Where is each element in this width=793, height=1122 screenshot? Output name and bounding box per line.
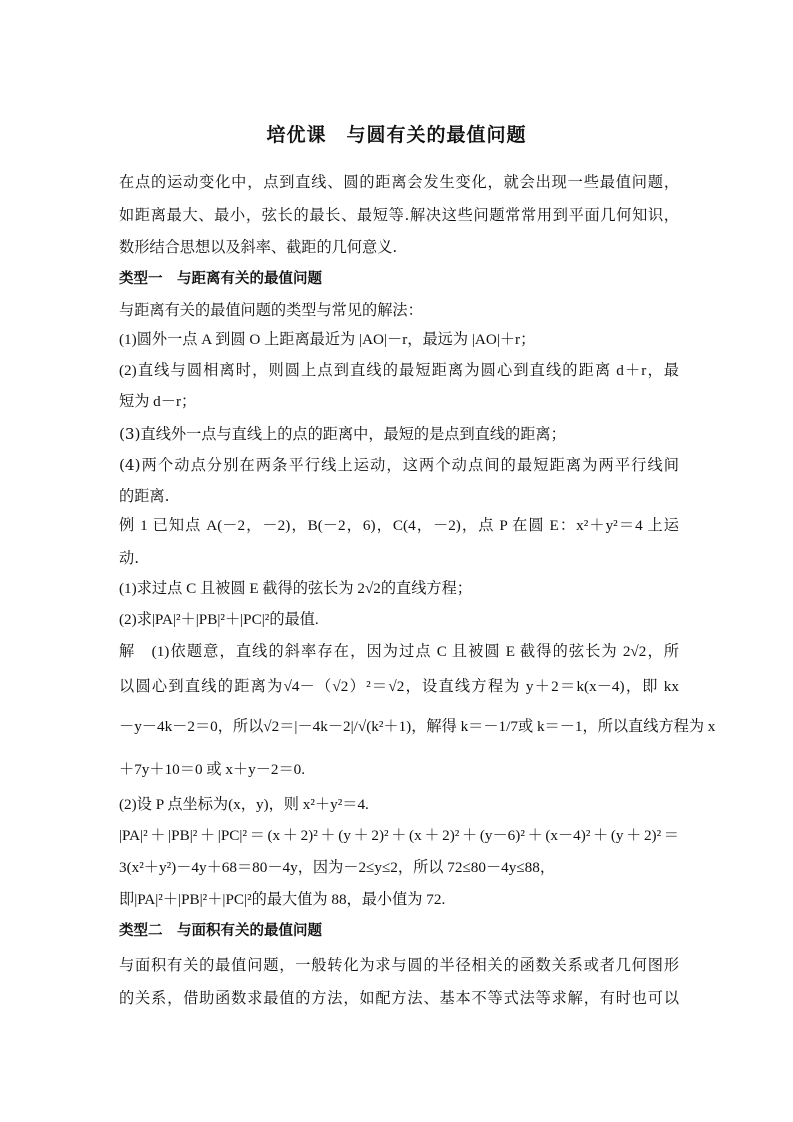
paragraph-line: 与距离有关的最值问题的类型与常见的解法： [119,301,423,319]
paragraph-line: (3)直线外一点与直线上的点的距离中，最短的是点到直线的距离； [119,425,566,443]
solution-line: (2)设 P 点坐标为(x，y)，则 x²＋y²＝4. [119,796,369,813]
paragraph-line: 与面积有关的最值问题，一般转化为求与圆的半径相关的函数关系或者几何图形 [119,956,679,974]
paragraph-line: (2)直线与圆相离时，则圆上点到直线的最短距离为圆心到直线的距离 d＋r，最 [119,362,679,379]
solution-line: 以圆心到直线的距离为√4－（√2）²＝√2，设直线方程为 y＋2＝k(x－4)，即 kx [119,678,679,695]
solution-line: |PA|²＋|PB|²＋|PC|²＝(x＋2)²＋(y＋2)²＋(x＋2)²＋(y－6)²＋(x－4)²＋(y＋2)²＝ [119,827,679,844]
intro-line: 数形结合思想以及斜率、截距的几何意义. [119,238,398,256]
intro-line: 在点的运动变化中，点到直线、圆的距离会发生变化，就会出现一些最值问题， [119,173,679,191]
intro-line: 如距离最大、最小，弦长的最长、最短等.解决这些问题常常用到平面几何知识， [119,206,679,224]
solution-line: 解 (1)依题意，直线的斜率存在，因为过点 C 且被圆 E 截得的弦长为 2√2，所 [119,643,679,660]
paragraph-line: (4)两个动点分别在两条平行线上运动，这两个动点间的最短距离为两平行线间 [119,456,679,474]
solution-line: ＋7y＋10＝0 或 x＋y－2＝0. [119,761,306,778]
paragraph-line: 短为 d－r； [119,393,197,410]
question-line: (2)求|PA|²＋|PB|²＋|PC|²的最值. [119,611,319,628]
section-heading: 类型二 与面积有关的最值问题 [119,923,322,939]
example-line: 动. [119,549,140,567]
solution-line: 3(x²＋y²)－4y＋68＝80－4y，因为－2≤y≤2，所以 72≤80－4y≤88， [119,859,556,876]
page-title: 培优课 与圆有关的最值问题 [266,124,527,146]
solution-line: －y－4k－2＝0，所以√2＝|－4k－2|/√(k²＋1)，解得 k＝－1/7或 k＝－1，所以直线方程为 x [119,718,716,735]
section-heading: 类型一 与距离有关的最值问题 [119,271,322,287]
paragraph-line: 的关系，借助函数求最值的方法，如配方法、基本不等式法等求解，有时也可以 [119,989,679,1007]
example-line: 例 1 已知点 A(－2，－2)，B(－2，6)，C(4，－2)，点 P 在圆 E：x²＋y²＝4 上运 [119,517,679,534]
paragraph-line: (1)圆外一点 A 到圆 O 上距离最近为 |AO|－r，最远为 |AO|＋r； [119,331,536,348]
paragraph-line: 的距离. [119,487,170,505]
question-line: (1)求过点 C 且被圆 E 截得的弦长为 2√2的直线方程； [119,580,472,597]
solution-line: 即|PA|²＋|PB|²＋|PC|²的最大值为 88，最小值为 72. [119,891,446,908]
